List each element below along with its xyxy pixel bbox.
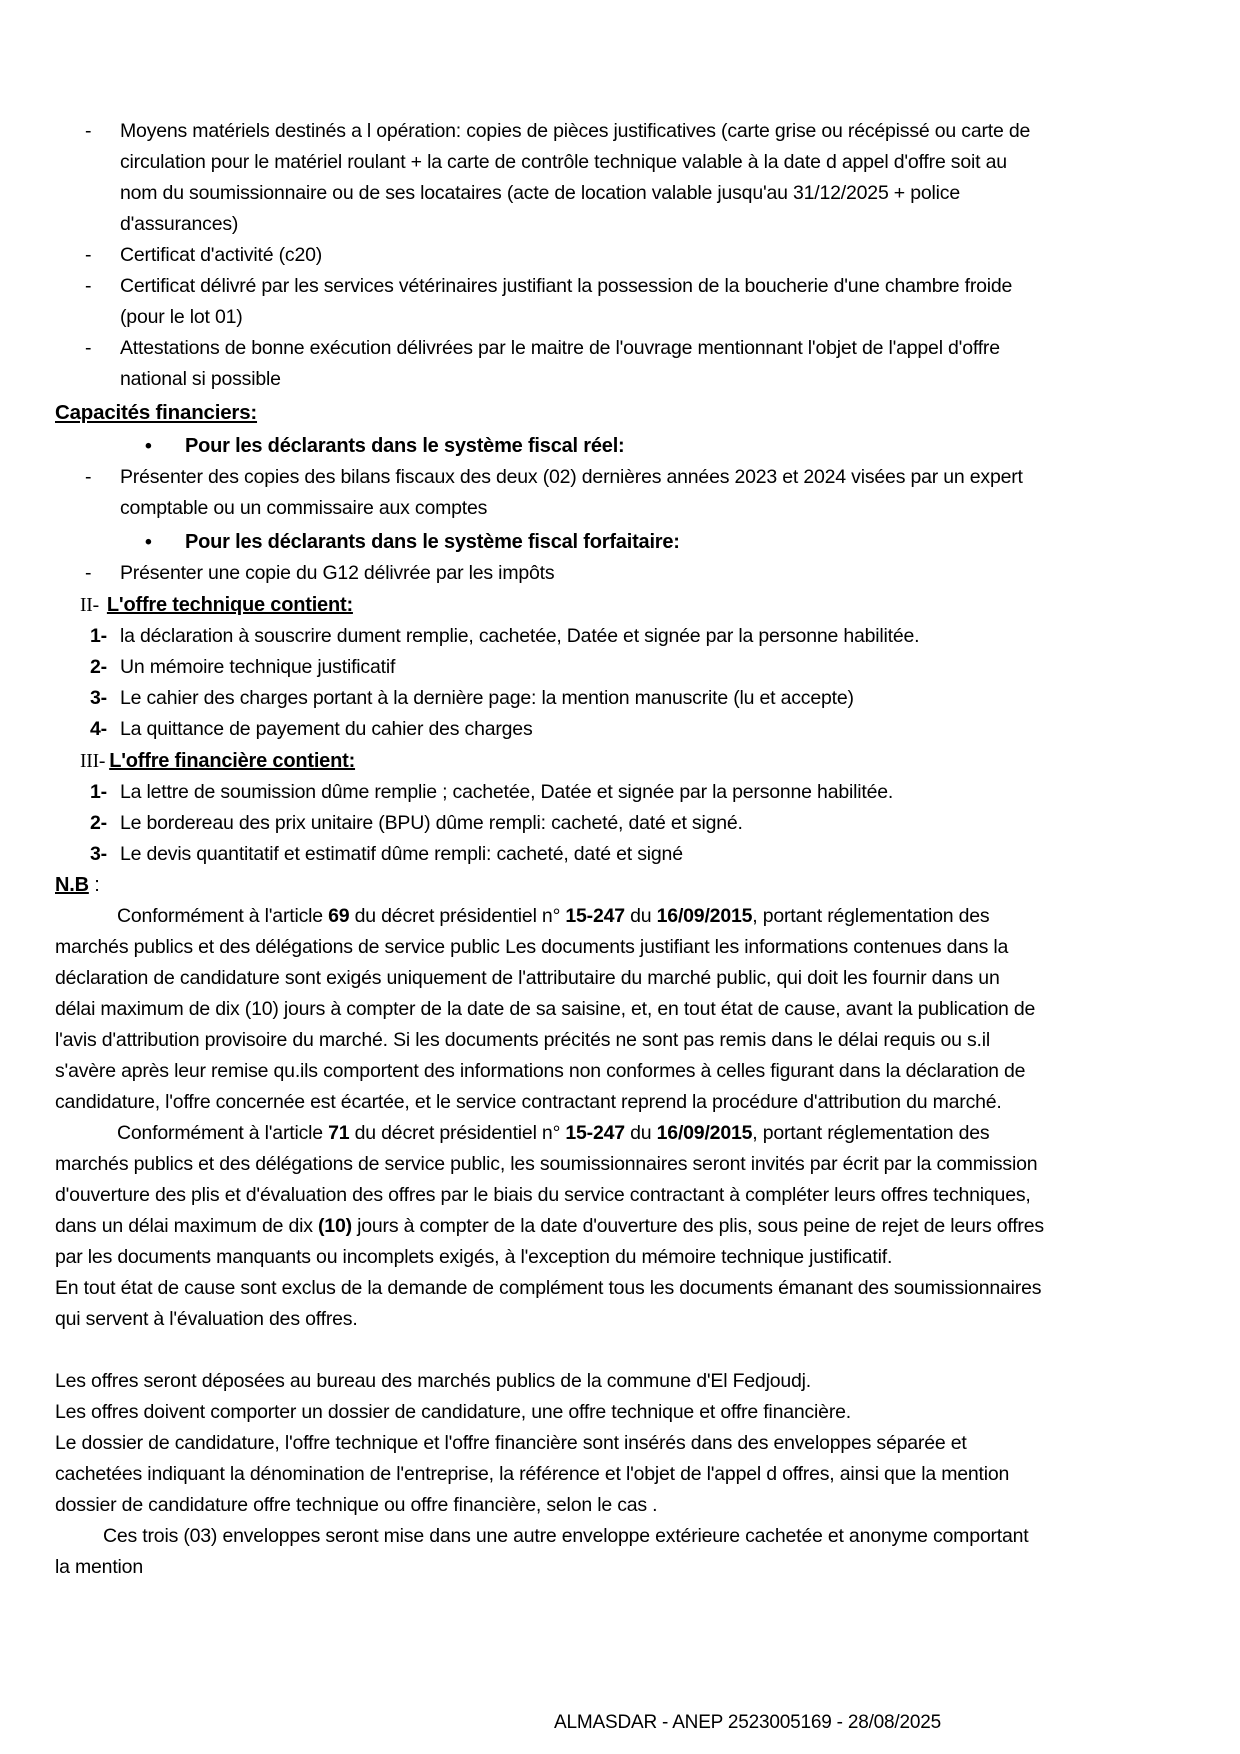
- numbered-item-quittance: [90, 714, 1045, 745]
- list-item-text: Présenter une copie du G12 délivrée par les impôts: [120, 562, 555, 584]
- item-text: Le devis quantitatif et estimatif dûme rempli: cacheté, daté et signé: [120, 843, 683, 865]
- numbered-item-cahier-des-charges: [90, 683, 1045, 714]
- dash-marker: -: [85, 120, 92, 142]
- paragraph-article-69: Conformément à l'article 69 du décret présidentiel n° 15-247 du 16/09/2015, portant réglementation des marchés publics et des délégations de service public Les documents justifiant les informations contenues dans la déclaration de candidature sont exigés uniquement de l'attributaire du marché public, qui doit les fournir dans un délai maximum de dix (10) jours à compter de la date de sa saisine, et, en tout état de cause, avant la publication de l'avis d'attribution provisoire du marché. Si les documents précités ne sont pas remis dans le délai requis ou s.il s'avère après leur remise qu.ils comportent des informations non conformes à celles figurant dans la déclaration de candidature, l'offre concernée est écartée, et le service contractant reprend la procédure d'attribution du marché.: [55, 905, 1036, 1113]
- section-heading-offre-technique: [80, 590, 1045, 621]
- bullet-marker: •: [145, 435, 152, 457]
- list-item-text: Certificat délivré par les services vétérinaires justifiant la possession de la boucherie d'une chambre froide (pour le lot 01): [120, 275, 1013, 328]
- bullet-heading-text: Pour les déclarants dans le système fiscal réel:: [185, 435, 625, 457]
- item-text: La quittance de payement du cahier des charges: [120, 718, 533, 740]
- item-text: La lettre de soumission dûme remplie ; cachetée, Datée et signée par la personne habilitée.: [120, 781, 894, 803]
- paragraph-article-71: Conformément à l'article 71 du décret présidentiel n° 15-247 du 16/09/2015, portant réglementation des marchés publics et des délégations de service public, les soumissionnaires seront invités par écrit par la commission d'ouverture des plis et d'évaluation des offres par le biais du service contractant à compléter leurs offres techniques, dans un délai maximum de dix (10) jours à compter de la date d'ouverture des plis, sous peine de rejet de leurs offres par les documents manquants ou incomplets exigés, à l'exception du mémoire technique justificatif.: [55, 1122, 1044, 1268]
- section-heading-offre-financiere: [80, 746, 1045, 777]
- nb-heading: [55, 870, 1045, 901]
- list-item-text: Attestations de bonne exécution délivrées par le maitre de l'ouvrage mentionnant l'objet de l'appel d'offre national si possible: [120, 337, 1000, 390]
- bullet-heading-fiscal-forfaitaire: [145, 527, 1045, 558]
- item-number: 1-: [90, 625, 107, 647]
- bullet-heading-fiscal-reel: [145, 431, 1045, 462]
- roman-numeral: III-: [80, 751, 106, 772]
- numbered-item-declaration: [90, 621, 1045, 652]
- footer-text: ALMASDAR - ANEP 2523005169 - 28/08/2025: [554, 1712, 941, 1733]
- list-item-copie-g12: [55, 558, 1045, 589]
- nb-label: N.B: [55, 874, 89, 896]
- list-item-certificat-activite: [55, 240, 1045, 271]
- list-item-moyens-materiels: [55, 116, 1045, 240]
- bullet-marker: •: [145, 531, 152, 553]
- paragraph-exclusion-complement: En tout état de cause sont exclus de la demande de complément tous les documents émanant des soumissionnaires qui servent à l'évaluation des offres.: [55, 1277, 1042, 1330]
- item-number: 3-: [90, 843, 107, 865]
- section-heading-text: L'offre technique contient:: [106, 594, 353, 616]
- list-item-text: Certificat d'activité (c20): [120, 244, 323, 266]
- numbered-item-memoire-technique: [90, 652, 1045, 683]
- item-text: Un mémoire technique justificatif: [120, 656, 396, 678]
- document-body: [55, 116, 1045, 1583]
- item-text: Le bordereau des prix unitaire (BPU) dûme rempli: cacheté, daté et signé.: [120, 812, 743, 834]
- list-item-text: Moyens matériels destinés a l opération: copies de pièces justificatives (carte grise ou récépissé ou carte de circulation pour le matériel roulant + la carte de contrôle technique valable à la date d appel d'offre soit au nom du soumissionnaire ou de ses locataires (acte de location valable jusqu'au 31/12/2025 + police d'assurances): [120, 120, 1031, 235]
- list-item-bilans-fiscaux: [55, 462, 1045, 524]
- paragraph-composition-offres: Les offres doivent comporter un dossier de candidature, une offre technique et offre financière.: [55, 1401, 851, 1423]
- numbered-item-lettre-soumission: [90, 777, 1045, 808]
- dash-marker: -: [85, 562, 92, 584]
- paragraph-enveloppe-exterieure: Ces trois (03) enveloppes seront mise dans une autre enveloppe extérieure cachetée et anonyme comportant la mention: [55, 1525, 1029, 1578]
- item-number: 4-: [90, 718, 107, 740]
- list-item-text: Présenter des copies des bilans fiscaux des deux (02) dernières années 2023 et 2024 visées par un expert comptable ou un commissaire aux comptes: [120, 466, 1023, 519]
- footer-anep: [0, 1712, 1240, 1734]
- list-item-attestations: [55, 333, 1045, 395]
- dash-marker: -: [85, 275, 92, 297]
- item-number: 1-: [90, 781, 107, 803]
- paragraph-enveloppes-separees: Le dossier de candidature, l'offre technique et l'offre financière sont insérés dans des enveloppes séparée et cachetées indiquant la dénomination de l'entreprise, la référence et l'objet de l'appel d offres, ainsi que la mention dossier de candidature offre technique ou offre financière, selon le cas .: [55, 1432, 1010, 1516]
- list-item-certificat-veterinaire: [55, 271, 1045, 333]
- dash-marker: -: [85, 337, 92, 359]
- section-title-text: Capacités financiers:: [55, 401, 258, 424]
- item-number: 3-: [90, 687, 107, 709]
- roman-numeral: II-: [80, 595, 99, 616]
- numbered-item-bordereau-bpu: [90, 808, 1045, 839]
- numbered-item-devis-quantitatif: [90, 839, 1045, 870]
- item-number: 2-: [90, 812, 107, 834]
- bullet-heading-text: Pour les déclarants dans le système fiscal forfaitaire:: [185, 531, 680, 553]
- section-heading-text: L'offre financière contient:: [109, 750, 356, 772]
- item-number: 2-: [90, 656, 107, 678]
- paragraph-depot-offres: Les offres seront déposées au bureau des marchés publics de la commune d'El Fedjoudj.: [55, 1370, 811, 1392]
- item-text: la déclaration à souscrire dument remplie, cachetée, Datée et signée par la personne habilitée.: [120, 625, 920, 647]
- section-title-capacites-financiers: [55, 397, 1045, 428]
- dash-marker: -: [85, 466, 92, 488]
- nb-colon: :: [88, 874, 100, 896]
- item-text: Le cahier des charges portant à la dernière page: la mention manuscrite (lu et accepte): [120, 687, 854, 709]
- dash-marker: -: [85, 244, 92, 266]
